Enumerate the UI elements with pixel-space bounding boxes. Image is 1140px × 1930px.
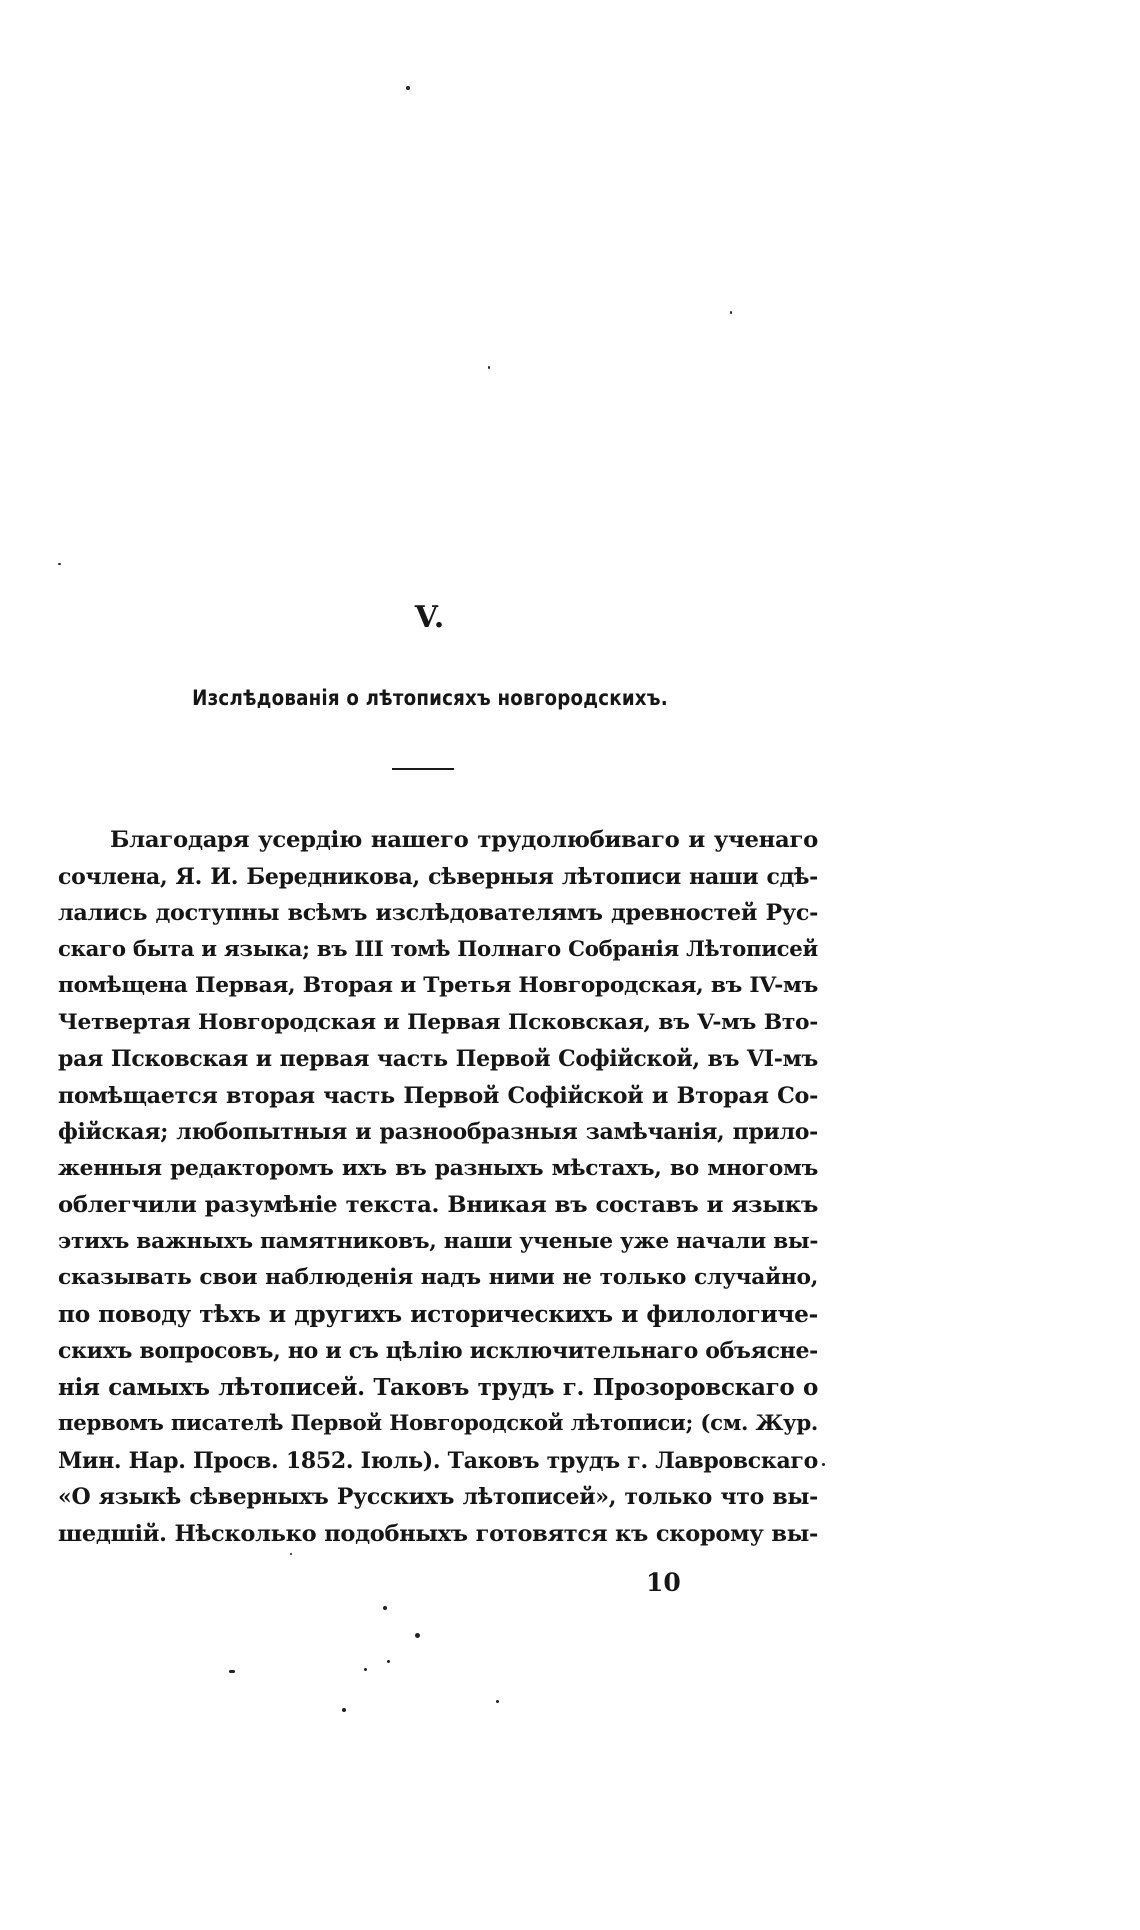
text-line: сочлена, Я. И. Бередникова, сѣверныя лѣтописи наши сдѣ- [58,863,818,890]
chapter-title: Изслѣдованія о лѣтописяхъ новгородскихъ. [192,686,668,711]
text-line: женныя редакторомъ ихъ въ разныхъ мѣстахъ, во многомъ [58,1155,818,1181]
text-line: рая Псковская и первая часть Первой Софійской, въ VI-мъ [58,1046,818,1072]
scan-speck [229,1670,235,1673]
text-line: лались доступны всѣмъ изслѣдователямъ древностей Рус- [58,900,818,926]
text-line: по поводу тѣхъ и другихъ историческихъ и филологиче- [58,1300,818,1328]
text-line: фійская; любопытныя и разнообразныя замѣчанія, прило- [58,1119,818,1145]
title-divider [392,768,454,770]
text-line: скихъ вопросовъ, но и съ цѣлію исключительнаго объясне- [58,1338,819,1364]
text-line: нія самыхъ лѣтописей. Таковъ трудъ г. Прозоровскаго о [58,1373,818,1401]
text-line: этихъ важныхъ памятниковъ, наши ученые уже начали вы- [58,1228,819,1254]
scan-speck [406,86,410,90]
scan-speck [290,1553,292,1555]
text-line: помѣщена Первая, Вторая и Третья Новгородская, въ IV-мъ [58,973,818,998]
text-line: первомъ писателѣ Первой Новгородской лѣтописи; (см. Жур. [58,1411,818,1436]
scan-speck [364,1668,367,1671]
scan-speck [488,366,490,369]
text-line: Благодаря усердію нашего трудолюбиваго и ученаго [110,827,818,853]
text-line: шедшій. Нѣсколько подобныхъ готовятся къ скорому вы- [58,1520,818,1547]
text-line: Четвертая Новгородская и Первая Псковская, въ V-мъ Вто- [58,1009,818,1035]
page-number: 10 [646,1568,681,1597]
text-line: сказывать свои наблюденія надъ ними не только случайно, [58,1265,818,1290]
body-paragraph [58,822,818,1552]
text-line: облегчили разумѣніе текста. Вникая въ составъ и языкъ [58,1192,818,1218]
scan-speck [822,1463,825,1466]
scan-speck [383,1606,387,1610]
text-line: «О языкѣ сѣверныхъ Русскихъ лѣтописей», только что вы- [58,1484,818,1510]
scan-speck [415,1633,420,1638]
scan-speck [496,1700,499,1703]
scan-speck [58,563,61,565]
chapter-number: V. [414,600,446,635]
scan-speck [342,1708,346,1712]
text-line: Мин. Нар. Просв. 1852. Іюль). Таковъ трудъ г. Лавровскаго [58,1447,818,1474]
text-line: помѣщается вторая часть Первой Софійской и Вторая Со- [58,1082,818,1109]
scan-speck [387,1660,390,1663]
scan-speck [730,311,732,314]
text-line: скаго быта и языка; въ III томѣ Полнаго Собранія Лѣтописей [58,936,818,962]
